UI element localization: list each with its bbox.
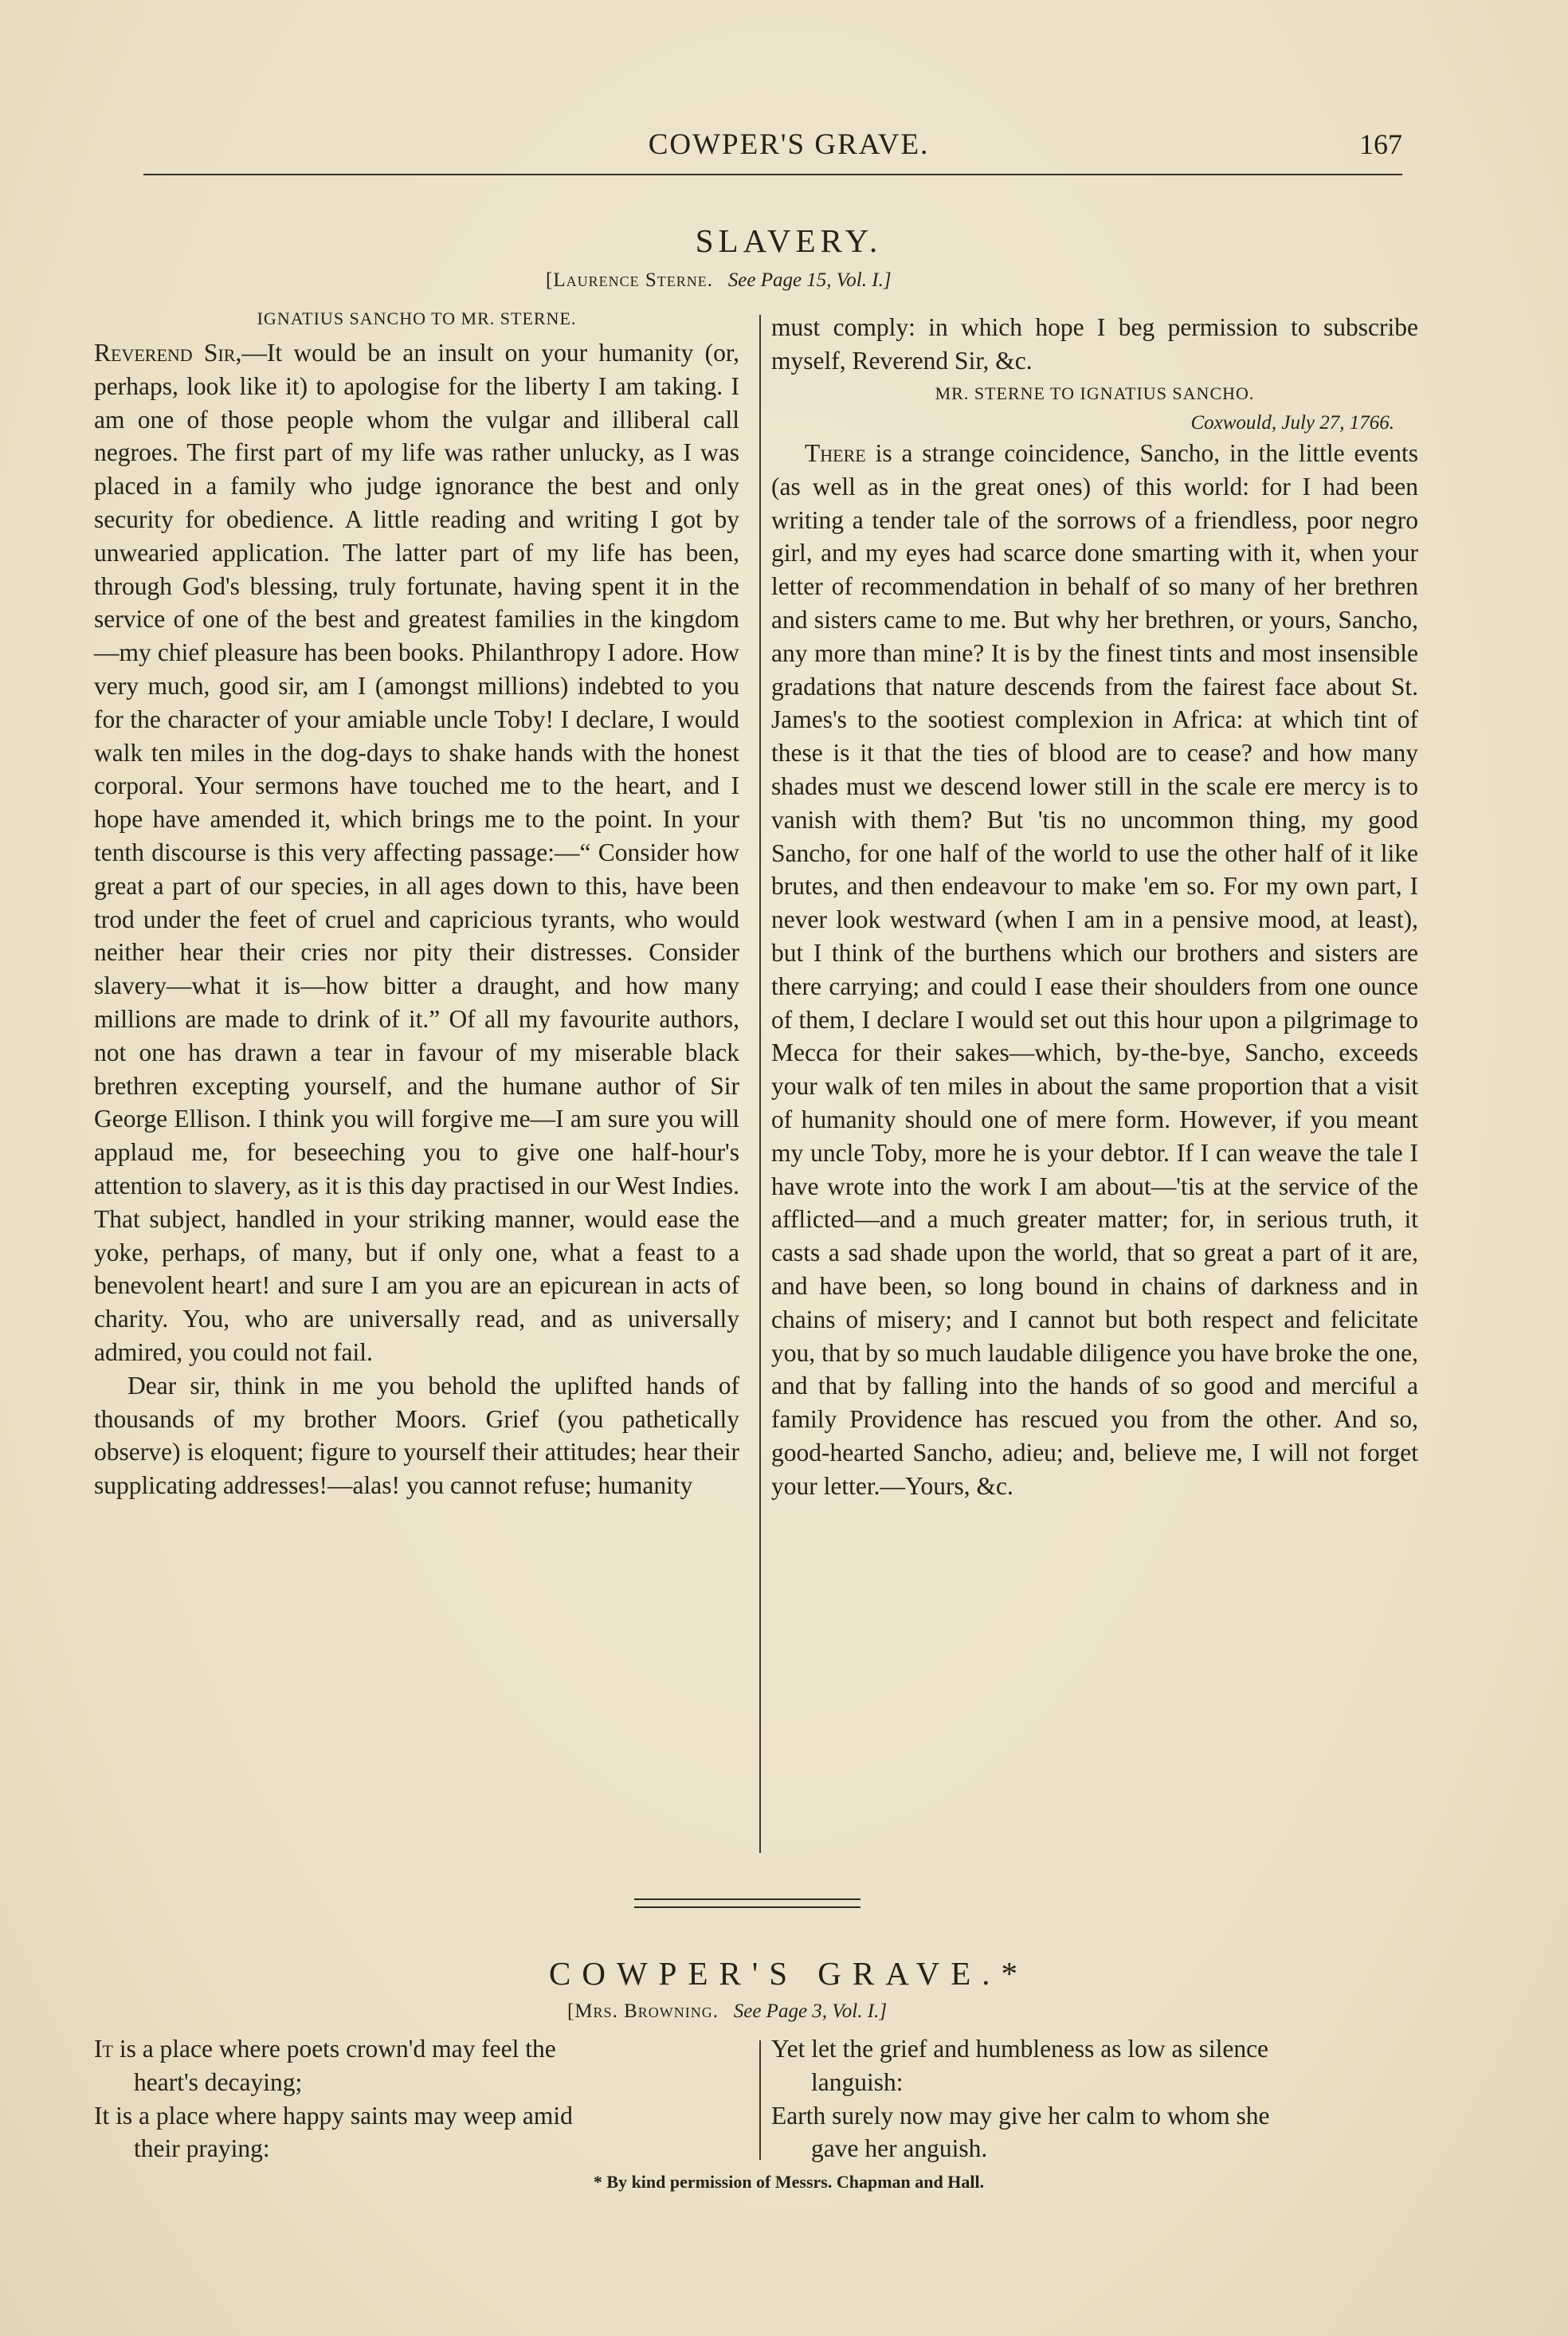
letter1-paragraph-2: Dear sir, think in me you behold the uplifted hands of thousands of my brother Moors. Grief (you pathetically observe) is eloquent; figure to yourself their attitudes; hear their supplicating addresses!—alas! you cannot refuse; humanity [94,1371,739,1500]
header-rule [143,174,1402,175]
poem-line-text: is a place where poets crown'd may feel the [112,2035,556,2063]
section-separator [634,1898,860,1908]
letter2-body [771,437,1418,1503]
letter1-heading: IGNATIUS SANCHO TO MR. STERNE. [257,308,577,328]
poem-line-continuation: their praying: [134,2134,270,2163]
cowper-citation-ref: See Page 3, Vol. I.] [733,2000,888,2022]
slavery-citation-ref-text: See Page 15, Vol. I.] [727,269,892,291]
letter2-dateline: Coxwould, July 27, 1766. [1190,412,1394,434]
cowper-citation [567,2000,887,2023]
slavery-right-column [771,311,1418,1503]
running-head-title: COWPER'S GRAVE. [648,128,930,161]
letter1-p1-text: —It would be an insult on your humanity (or, perhaps, look like it) to apologise for the liberty I am taking. I am one of those people whom the vulgar and illiberal call negroes. The first part of my life was rather unlucky, as I was placed in a family who judge ignorance the best and only security for obedience. A little reading and writing I got by unwearied application. The latter part of my life has been, through God's blessing, truly fortunate, having spent it in the service of one of the best and greatest families in the kingdom—my chief pleasure has been books. Philanthropy I adore. How very much, good sir, am I (amongst millions) indebted to you for the character of your amiable uncle Toby! I declare, I would walk ten miles in the dog-days to shake hands with the honest corporal. Your sermons have touched me to the heart, and I hope have amended it, which brings me to the point. In your tenth discourse is this very affecting passage:—“ Consider how great a part of our species, in all ages down to this, have been trod under the feet of cruel and capricious tyrants, who would neither hear their cries nor pity their distresses. Consider slavery—what it is—how bitter a draught, and how many millions are made to drink of it.” Of all my favourite authors, not one has drawn a tear in favour of my miserable black brethren excepting yourself, and the humane author of Sir George Ellison. I think you will forgive me—I am sure you will applaud me, for beseeching you to give one half-hour's attention to slavery, as it is this day practised in our West Indies. That subject, handled in your striking manner, would ease the yoke, perhaps, of many, but if only one, what a feast to a benevolent heart! and sure I am you are an epicurean in acts of charity. You, who are universally read, and as universally admired, you could not fail. [94,339,739,1366]
letter1-paragraph-1 [94,336,739,1369]
poem-line: It is a place where happy saints may weep amid [94,2101,573,2130]
cowper-left-stanza [94,2032,747,2165]
poem-line: Yet let the grief and humbleness as low as silence [771,2035,1269,2063]
footnote: * By kind permission of Messrs. Chapman and Hall. [593,2172,985,2192]
slavery-citation-author: [Laurence Sterne. [546,269,713,291]
poem-first-word: It [94,2035,113,2063]
slavery-title: SLAVERY. [695,222,883,259]
slavery-left-column [94,303,739,1535]
poem-line-continuation: gave her anguish. [811,2134,988,2163]
poem-line-continuation: languish: [811,2067,904,2096]
slavery-citation [546,269,892,292]
letter2-first-word: There [805,439,866,467]
column-divider [759,315,761,1853]
poem-line: Earth surely now may give her calm to whom she [771,2101,1270,2130]
cowper-citation-author: [Mrs. Browning. [567,2000,719,2022]
cowper-right-stanza [771,2032,1425,2165]
cowper-title: COWPER'S GRAVE.* [549,1955,1029,1992]
running-head [159,128,1418,167]
page-number: 167 [1359,128,1402,160]
poem-line-continuation: heart's decaying; [134,2067,303,2096]
letter1-continuation: must comply: in which hope I beg permission to subscribe myself, Reverend Sir, &c. [771,313,1418,375]
letter2-heading: MR. STERNE TO IGNATIUS SANCHO. [935,383,1255,403]
poem-line [94,2032,747,2066]
poem-column-divider [759,2040,761,2160]
letter1-salutation: Reverend Sir, [94,339,242,367]
slavery-citation-ref [728,269,892,291]
letter2-body-text: is a strange coincidence, Sancho, in the little events (as well as in the great ones) of this world: for I had been writing a tender tale of the sorrows of a friendless, poor negro girl, and my eyes had scarce done smarting with it, when your letter of recommendation in behalf of so many of her brethren and sisters came to me. But why her brethren, or yours, Sancho, any more than mine? It is by the finest tints and most insensible gradations that nature descends from the fairest face about St. James's to the sootiest complexion in Africa: at which tint of these is it that the ties of blood are to cease? and how many shades must we descend lower still in the scale ere mercy is to vanish with them? But 'tis no uncommon thing, my good Sancho, for one half of the world to use the other half of it like brutes, and then endeavour to make 'em so. For my own part, I never look westward (when I am in a pensive mood, at least), but I think of the burthens which our brothers and sisters are there carrying; and could I ease their shoulders from one ounce of them, I declare I would set out this hour upon a pilgrimage to Mecca for their sakes—which, by-the-bye, Sancho, exceeds your walk of ten miles in about the same proportion that a visit of humanity should one of mere form. However, if you meant my uncle Toby, more he is your debtor. If I can weave the tale I have wrote into the work I am about—'tis at the service of the afflicted—and a much greater matter; for, in serious truth, it casts a sad shade upon the world, that so great a part of it are, and have been, so long bound in chains of darkness and in chains of misery; and I cannot but both respect and felicitate you, that by so much laudable diligence you have broke the one, and that by falling into the hands of so good and merciful a family Providence has rescued you from the other. And so, good-hearted Sancho, adieu; and, believe me, I will not forget your letter.—Yours, &c. [771,439,1418,1500]
